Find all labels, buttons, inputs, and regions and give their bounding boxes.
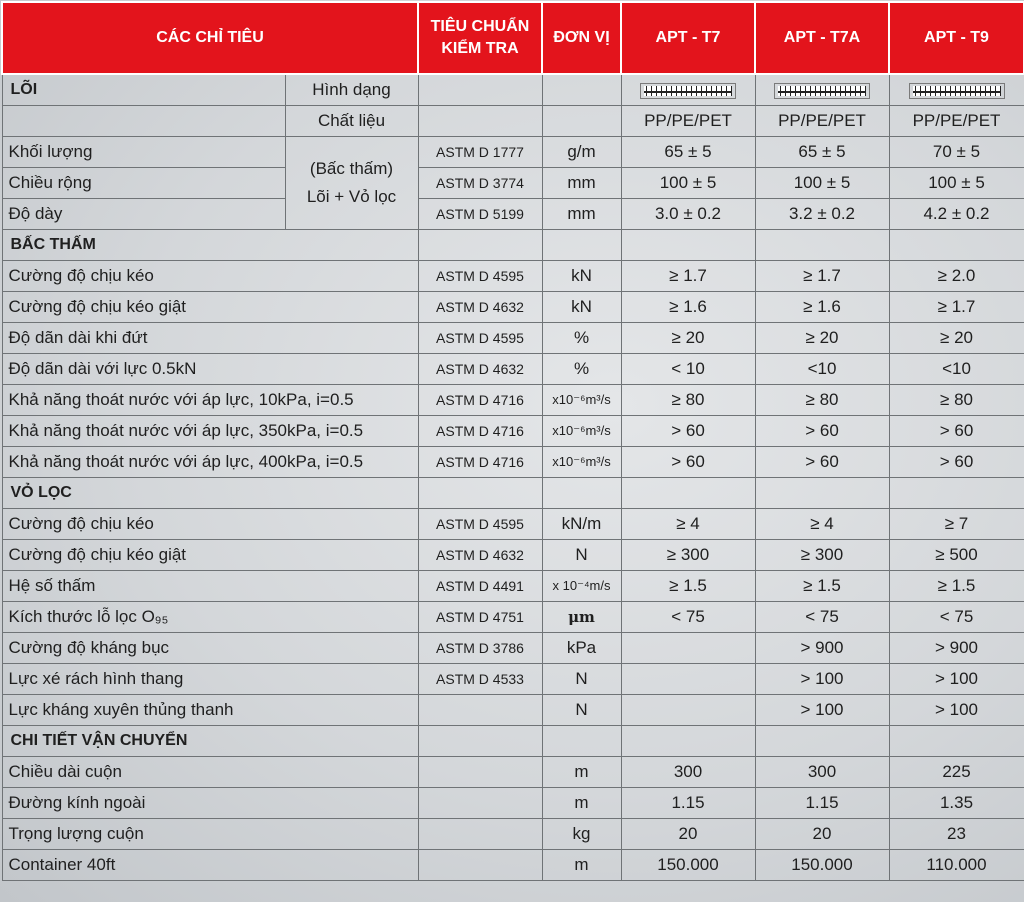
row-value: 300 [755,757,889,788]
table-row [2,850,1024,881]
shape-label: Hình dạng [285,74,418,106]
row-value: 110.000 [889,850,1024,881]
spec-table [1,1,1024,881]
row-value: > 60 [755,447,889,478]
row-value: ≥ 500 [889,540,1024,571]
row-label: Cường độ chịu kéo [2,261,418,292]
table-row [2,106,1024,137]
row-value: > 60 [889,447,1024,478]
row-value: ≥ 1.7 [889,292,1024,323]
row-value [621,664,755,695]
row-value [621,633,755,664]
row-value: ≥ 7 [889,509,1024,540]
row-value: ≥ 1.5 [889,571,1024,602]
row-value: ≥ 300 [755,540,889,571]
row-label: Container 40ft [2,850,418,881]
row-label: Hệ số thấm [2,571,418,602]
row-value: ≥ 1.5 [621,571,755,602]
row-value: 1.15 [755,788,889,819]
row-label: Khả năng thoát nước với áp lực, 350kPa, i=0.5 [2,416,418,447]
row-unit: kPa [542,633,621,664]
table-row [2,354,1024,385]
row-unit: % [542,323,621,354]
row-value: ≥ 1.6 [621,292,755,323]
table-row [2,385,1024,416]
row-value: ≥ 2.0 [889,261,1024,292]
table-row [2,695,1024,726]
row-standard: ASTM D 3786 [418,633,542,664]
row-unit: % [542,354,621,385]
row-standard: ASTM D 1777 [418,137,542,168]
row-value: 100 ± 5 [621,168,755,199]
header-unit: ĐƠN VỊ [542,2,621,74]
section-wick-row [2,230,1024,261]
row-value: < 10 [621,354,755,385]
row-value: <10 [755,354,889,385]
row-unit: x10⁻⁶m³/s [542,385,621,416]
row-value: > 60 [755,416,889,447]
drain-core-profile-icon [909,83,1005,99]
row-unit: kN/m [542,509,621,540]
row-unit: x10⁻⁶m³/s [542,416,621,447]
row-value: ≥ 1.7 [755,261,889,292]
row-unit: N [542,695,621,726]
row-label: Độ dãn dài khi đứt [2,323,418,354]
row-value: ≥ 1.5 [755,571,889,602]
row-value: < 75 [621,602,755,633]
table-row [2,757,1024,788]
row-unit: m [542,788,621,819]
table-row [2,788,1024,819]
table-row [2,292,1024,323]
row-value: > 900 [889,633,1024,664]
row-value: > 60 [621,416,755,447]
row-unit: kg [542,819,621,850]
table-row [2,261,1024,292]
section-core-label: LÕI [2,74,285,106]
row-unit: x10⁻⁶m³/s [542,447,621,478]
header-standard: TIÊU CHUẨN KIỂM TRA [418,2,542,74]
table-row [2,633,1024,664]
row-value: 70 ± 5 [889,137,1024,168]
row-standard: ASTM D 4533 [418,664,542,695]
row-value: 150.000 [755,850,889,881]
row-standard [418,757,542,788]
row-standard [418,850,542,881]
row-standard: ASTM D 4751 [418,602,542,633]
header-product-t7a: APT - T7A [755,2,889,74]
row-label: Khả năng thoát nước với áp lực, 10kPa, i=0.5 [2,385,418,416]
table-row [2,571,1024,602]
header-product-t9: APT - T9 [889,2,1024,74]
row-standard: ASTM D 4632 [418,292,542,323]
row-unit: mm [542,168,621,199]
row-value: ≥ 1.7 [621,261,755,292]
row-value: < 75 [755,602,889,633]
material-label: Chất liệu [285,106,418,137]
row-standard [418,695,542,726]
row-label: Cường độ chịu kéo giật [2,540,418,571]
header-criteria: CÁC CHỈ TIÊU [2,2,418,74]
row-value: > 100 [889,664,1024,695]
row-value: 65 ± 5 [621,137,755,168]
row-unit: kN [542,261,621,292]
table-row [2,323,1024,354]
row-label: Cường độ kháng bục [2,633,418,664]
row-standard [418,819,542,850]
row-value: > 100 [755,695,889,726]
row-unit: m [542,850,621,881]
row-standard: ASTM D 4716 [418,416,542,447]
table-row [2,168,1024,199]
row-value: 100 ± 5 [755,168,889,199]
row-value: > 900 [755,633,889,664]
row-standard: ASTM D 4491 [418,571,542,602]
row-label: Độ dãn dài với lực 0.5kN [2,354,418,385]
row-value: ≥ 80 [755,385,889,416]
table-row [2,447,1024,478]
row-label: Đường kính ngoài [2,788,418,819]
row-value [621,695,755,726]
section-shipping-row [2,726,1024,757]
section-shipping-label: CHI TIẾT VẬN CHUYỂN [2,726,418,757]
table-row [2,199,1024,230]
section-wick-label: BẤC THẤM [2,230,418,261]
row-value: > 60 [889,416,1024,447]
row-value: 65 ± 5 [755,137,889,168]
row-value: ≥ 4 [755,509,889,540]
row-label: Cường độ chịu kéo giật [2,292,418,323]
row-value: 150.000 [621,850,755,881]
row-value: 4.2 ± 0.2 [889,199,1024,230]
row-label: Chiều rộng [2,168,285,199]
row-value: 100 ± 5 [889,168,1024,199]
row-value: > 100 [755,664,889,695]
row-label: Độ dày [2,199,285,230]
table-row [2,137,1024,168]
row-value: ≥ 20 [621,323,755,354]
table-row [2,416,1024,447]
header-row [2,2,1024,74]
row-value: ≥ 1.6 [755,292,889,323]
row-label: Kích thước lỗ lọc O₉₅ [2,602,418,633]
group-label: (Bấc thấm) Lõi + Vỏ lọc [285,137,418,230]
row-standard [418,788,542,819]
row-standard: ASTM D 4716 [418,447,542,478]
row-value: 300 [621,757,755,788]
row-value: 1.15 [621,788,755,819]
row-unit: N [542,664,621,695]
row-standard: ASTM D 3774 [418,168,542,199]
drain-core-profile-icon [640,83,736,99]
row-standard: ASTM D 4595 [418,509,542,540]
section-filter-row [2,478,1024,509]
row-standard: ASTM D 4716 [418,385,542,416]
material-value: PP/PE/PET [755,106,889,137]
row-standard: ASTM D 4595 [418,323,542,354]
row-label: Khối lượng [2,137,285,168]
row-unit: x 10⁻⁴m/s [542,571,621,602]
row-value: ≥ 4 [621,509,755,540]
drain-core-profile-icon [774,83,870,99]
row-unit: N [542,540,621,571]
row-label: Cường độ chịu kéo [2,509,418,540]
row-value: ≥ 20 [755,323,889,354]
table-row [2,664,1024,695]
row-value: < 75 [889,602,1024,633]
table-row [2,509,1024,540]
row-unit: g/m [542,137,621,168]
row-value: 3.2 ± 0.2 [755,199,889,230]
row-unit: μm [542,602,621,633]
row-standard: ASTM D 4632 [418,354,542,385]
table-row [2,819,1024,850]
material-value: PP/PE/PET [621,106,755,137]
row-value: ≥ 80 [621,385,755,416]
row-label: Khả năng thoát nước với áp lực, 400kPa, i=0.5 [2,447,418,478]
row-value: > 60 [621,447,755,478]
row-label: Trọng lượng cuộn [2,819,418,850]
table-row [2,540,1024,571]
row-value: 20 [621,819,755,850]
section-filter-label: VỎ LỌC [2,478,418,509]
row-value: <10 [889,354,1024,385]
row-standard: ASTM D 4595 [418,261,542,292]
row-unit: kN [542,292,621,323]
header-product-t7: APT - T7 [621,2,755,74]
row-value: 23 [889,819,1024,850]
row-standard: ASTM D 4632 [418,540,542,571]
row-value: ≥ 80 [889,385,1024,416]
row-standard: ASTM D 5199 [418,199,542,230]
row-value: 225 [889,757,1024,788]
row-label: Lực kháng xuyên thủng thanh [2,695,418,726]
table-row [2,602,1024,633]
row-value: > 100 [889,695,1024,726]
row-value: ≥ 20 [889,323,1024,354]
row-unit: mm [542,199,621,230]
row-label: Chiều dài cuộn [2,757,418,788]
row-value: 20 [755,819,889,850]
row-label: Lực xé rách hình thang [2,664,418,695]
row-value: 3.0 ± 0.2 [621,199,755,230]
material-value: PP/PE/PET [889,106,1024,137]
row-value: ≥ 300 [621,540,755,571]
section-core-row [2,74,1024,106]
row-unit: m [542,757,621,788]
row-value: 1.35 [889,788,1024,819]
